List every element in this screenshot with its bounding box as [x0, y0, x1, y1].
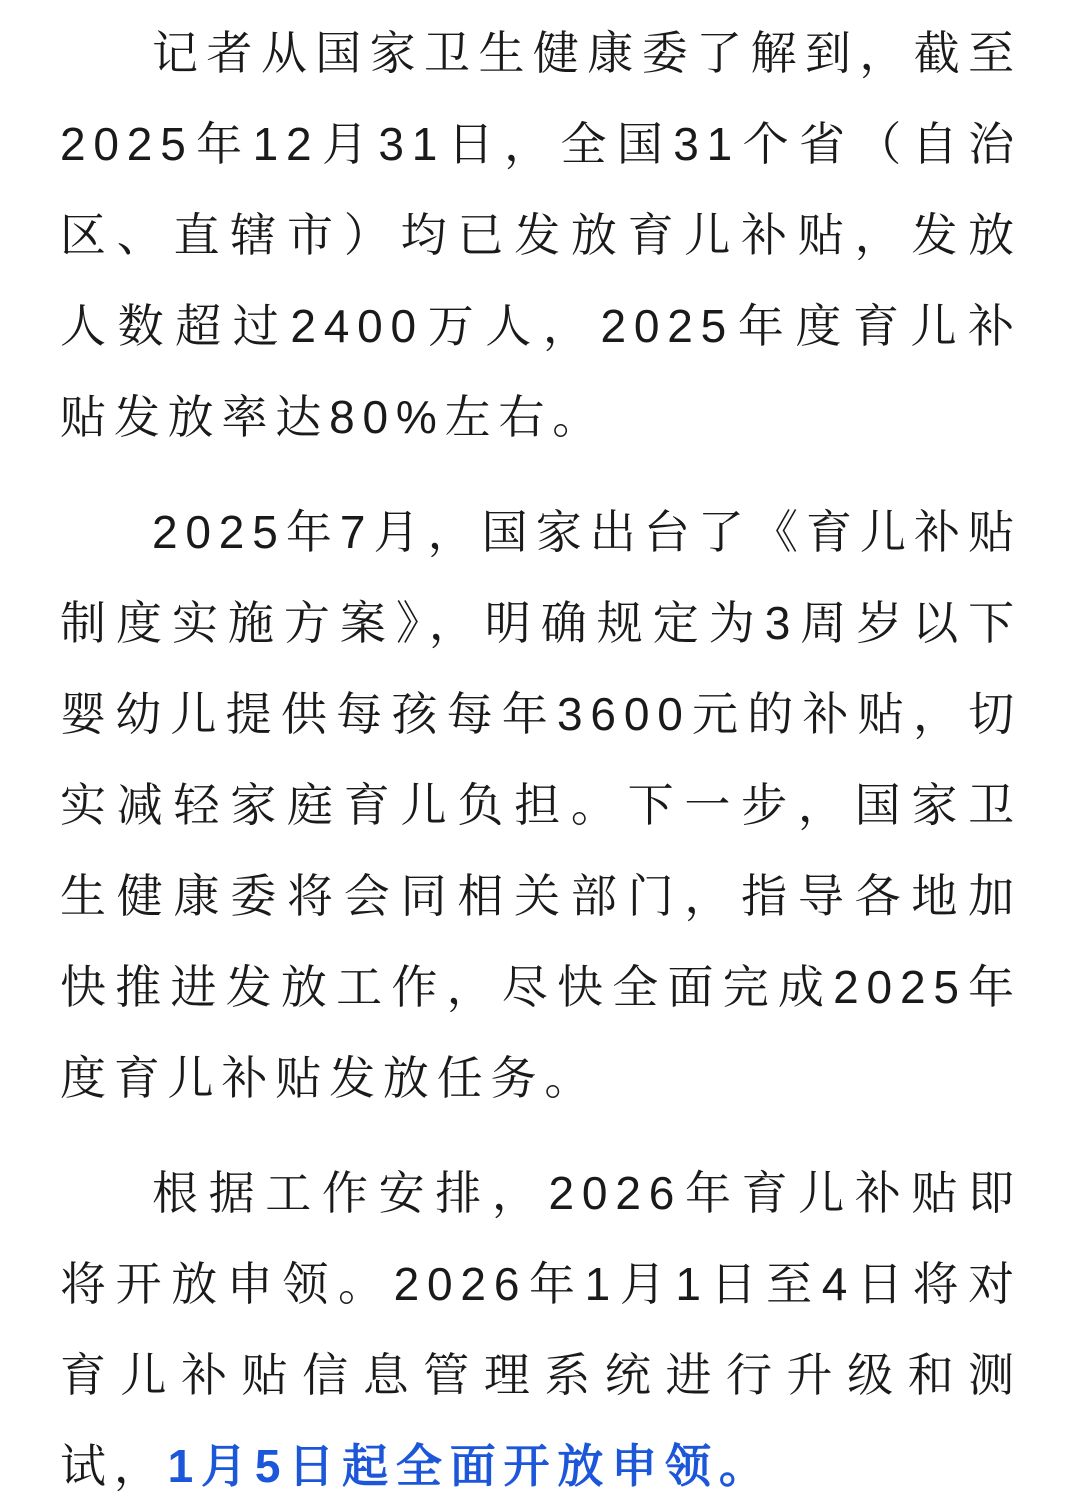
paragraph-1 [60, 8, 1022, 463]
paragraph-2-text: 2025年7月，国家出台了《育儿补贴制度实施方案》，明确规定为3周岁以下婴幼儿提供每孩每年3600元的补贴，切实减轻家庭育儿负担。下一步，国家卫生健康委将会同相关部门，指导各地加快推进发放工作，尽快全面完成2025年度育儿补贴发放任务。 [60, 506, 1022, 1104]
paragraph-1-text: 记者从国家卫生健康委了解到，截至2025年12月31日，全国31个省（自治区、直辖市）均已发放育儿补贴，发放人数超过2400万人，2025年度育儿补贴发放率达80%左右。 [60, 27, 1022, 443]
paragraph-3-text: 根据工作安排，2026年育儿补贴即将开放申领。2026年1月1日至4日将对育儿补贴信息管理系统进行升级和测试， [60, 1167, 1022, 1492]
paragraph-2 [60, 487, 1022, 1124]
paragraph-3-highlighted-text: 1月5日起全面开放申领。 [167, 1440, 773, 1492]
paragraph-3 [60, 1148, 1022, 1505]
